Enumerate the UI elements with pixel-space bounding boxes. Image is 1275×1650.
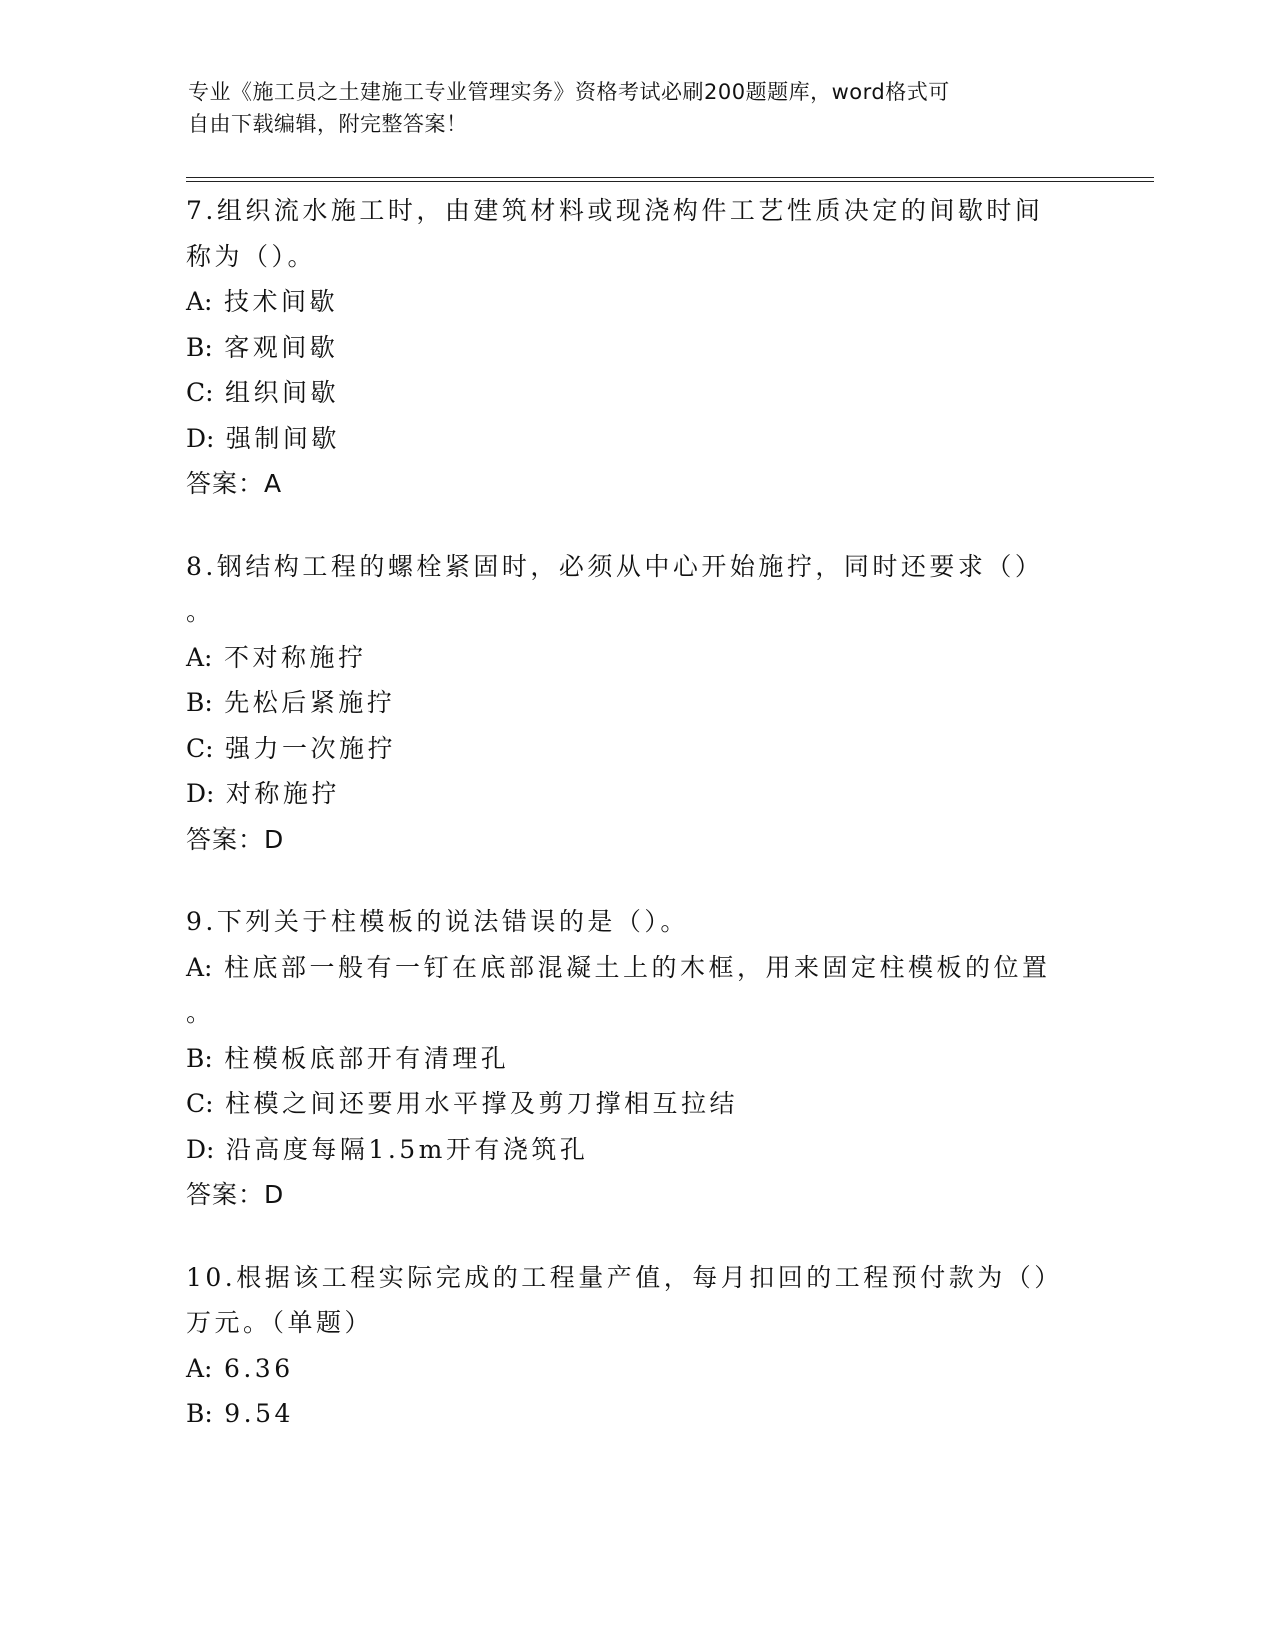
option-text: 技术间歇 (223, 287, 338, 316)
option-text: 组织间歇 (225, 378, 340, 407)
option-text: 先松后紧施拧 (224, 688, 396, 717)
option-text: 强制间歇 (225, 423, 340, 453)
option-a (186, 279, 1086, 325)
question-7 (186, 188, 1086, 507)
option-letter: D: (186, 423, 215, 453)
question-10 (186, 1255, 1086, 1437)
option-letter: D: (186, 1134, 215, 1164)
answer-line: 答案：A (186, 469, 283, 498)
option-b (186, 1391, 1086, 1437)
option-text: 客观间歇 (224, 332, 339, 362)
option-text: 柱底部一般有一钉在底部混凝土上的木框，用来固定柱模板的位置 (223, 952, 1051, 982)
option-letter: B: (186, 688, 213, 717)
option-letter: A: (186, 952, 213, 982)
option-letter: C: (186, 378, 214, 407)
option-letter: A: (186, 642, 213, 672)
option-letter: B: (186, 1043, 213, 1073)
option-text: 沿高度每隔1.5m开有浇筑孔 (225, 1134, 589, 1164)
option-d (186, 416, 1086, 462)
question-stem: 7.组织流水施工时，由建筑材料或现浇构件工艺性质决定的间歇时间 (186, 196, 1044, 225)
document-header (188, 76, 1068, 140)
header-line-2: 自由下载编辑，附完整答案！ (188, 112, 468, 136)
option-d (186, 771, 1086, 817)
option-a-continuation: 。 (186, 998, 215, 1027)
option-c (186, 1081, 1086, 1127)
question-9 (186, 899, 1086, 1218)
option-letter: B: (186, 1399, 213, 1428)
option-a (186, 945, 1086, 991)
option-text: 对称施拧 (225, 779, 340, 808)
option-b (186, 1036, 1086, 1082)
option-letter: D: (186, 779, 215, 808)
option-letter: A: (186, 287, 213, 316)
header-divider-bottom (186, 181, 1154, 182)
header-divider-top (186, 177, 1154, 178)
option-b (186, 680, 1086, 726)
header-line-1: 专业《施工员之土建施工专业管理实务》资格考试必刷200题题库，word格式可 (188, 80, 950, 104)
option-letter: B: (186, 332, 213, 362)
option-a (186, 1346, 1086, 1392)
question-list (186, 188, 1086, 1474)
option-letter: C: (186, 733, 214, 763)
option-text: 6.36 (223, 1353, 294, 1383)
question-stem: 10.根据该工程实际完成的工程量产值，每月扣回的工程预付款为（） (186, 1262, 1063, 1292)
question-8 (186, 544, 1086, 863)
question-stem: 8.钢结构工程的螺栓紧固时，必须从中心开始施拧，同时还要求（） (186, 551, 1044, 581)
option-letter: C: (186, 1089, 214, 1118)
option-letter: A: (186, 1353, 213, 1383)
option-text: 9.54 (224, 1399, 294, 1428)
option-d (186, 1127, 1086, 1173)
option-a (186, 635, 1086, 681)
option-text: 不对称施拧 (223, 642, 367, 672)
option-b (186, 325, 1086, 371)
answer-line: 答案：D (186, 824, 285, 854)
option-text: 强力一次施拧 (225, 733, 397, 763)
answer-line: 答案：D (186, 1180, 285, 1209)
question-stem: 万元。（单题） (186, 1308, 374, 1337)
option-text: 柱模之间还要用水平撑及剪刀撑相互拉结 (225, 1089, 739, 1118)
question-stem: 。 (186, 597, 215, 626)
question-stem: 称为（）。 (186, 241, 317, 271)
option-c (186, 370, 1086, 416)
question-stem: 9.下列关于柱模板的说法错误的是（）。 (186, 907, 689, 936)
option-text: 柱模板底部开有清理孔 (224, 1043, 510, 1073)
option-c (186, 726, 1086, 772)
